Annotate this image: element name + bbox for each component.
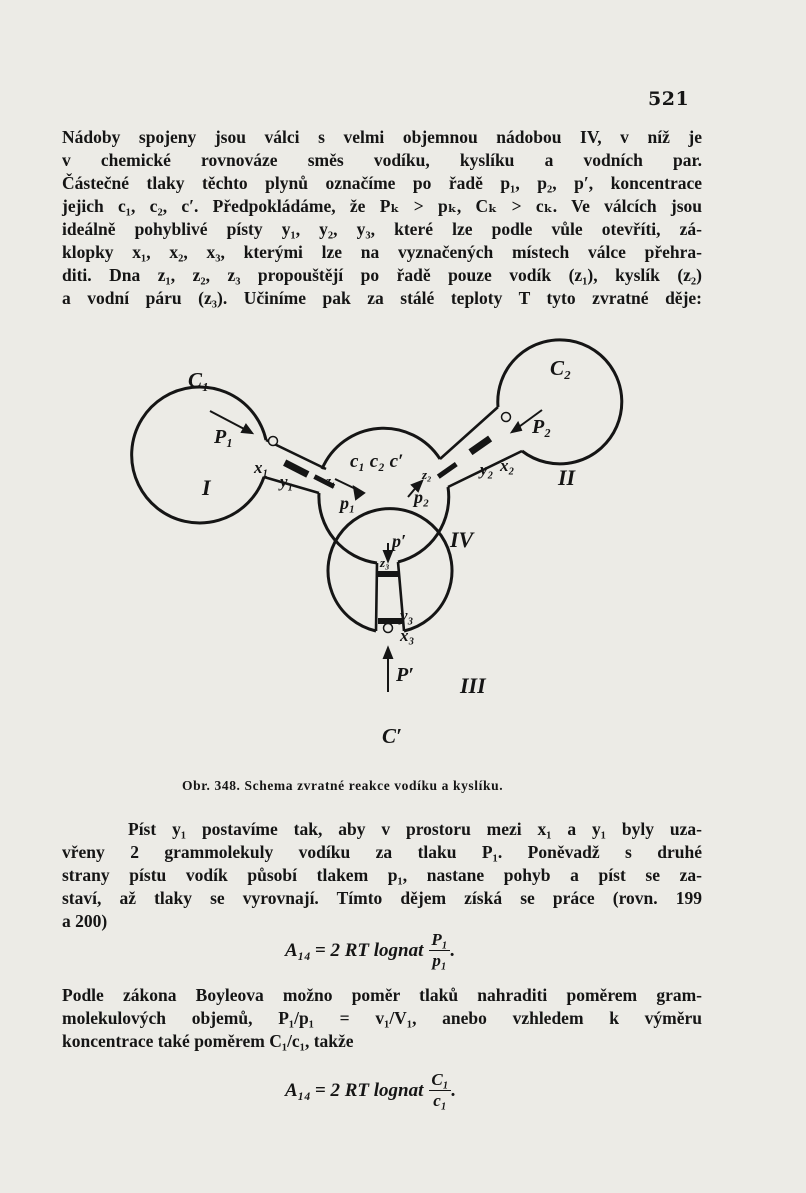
bottom-z2-label: z₂: [422, 467, 432, 482]
text-line: Podle zákona Boyleova možno poměr tlaků nahraditi poměrem gram-: [62, 985, 702, 1005]
formula-2: [285, 1070, 455, 1111]
text-line: Píst y₁ postavíme tak, aby v prostoru mezi x₁ a y₁ byly uza-: [128, 819, 702, 839]
piston-y2: [468, 436, 492, 455]
fraction-denominator: c₁: [433, 1091, 447, 1110]
roman-III: III: [460, 673, 486, 698]
roman-II: II: [558, 465, 576, 490]
text-line: v chemické rovnováze směs vodíku, kyslíku a vodních par.: [62, 150, 702, 170]
formula-rhs: = 2 RT lognat: [314, 1079, 424, 1101]
text-line: a 200): [62, 911, 108, 931]
pressure-p2: p₂: [414, 487, 430, 507]
paragraph-2: [62, 818, 702, 933]
pressure-p-prime: p′: [392, 531, 407, 551]
figure-caption: Obr. 348. Schema zvratné reakce vodíku a kyslíku.: [182, 778, 504, 793]
text-line: strany pístu vodík působí tlakem p₁, nastane pohyb a píst se za-: [62, 865, 702, 885]
roman-IV: IV: [450, 527, 474, 552]
vessel-c2-label: C₂: [550, 356, 572, 380]
piston-y3-label: y₃: [400, 606, 414, 625]
bottom-z3-label: z₃: [380, 555, 390, 570]
piston-y3: [378, 618, 402, 624]
formula-lhs: A₁₄: [285, 1079, 311, 1101]
pressure-P-prime: P′: [396, 664, 414, 686]
valve-x2: [502, 413, 511, 422]
fraction-numerator: C₁: [431, 1070, 449, 1089]
paragraph-3: [62, 984, 702, 1053]
valve-x2-label: x₂: [500, 456, 515, 475]
valve-x1-label: x₁: [254, 458, 269, 477]
intro-paragraph: [62, 126, 702, 310]
formula-lhs: A₁₄: [285, 939, 311, 961]
piston-y2-label: y₂: [480, 460, 494, 479]
formula-rhs: = 2 RT lognat: [314, 939, 424, 961]
center-concentrations: c₁ c₂ c′: [350, 451, 404, 472]
pressure-p1: p₁: [340, 493, 356, 513]
text-line: molekulových objemů, P₁/p₁ = v₁/V₁, anebo vzhledem k výměru: [62, 1008, 702, 1028]
roman-I: I: [202, 475, 211, 500]
piston-y1-label: y₁: [280, 472, 294, 491]
text-line: Částečné tlaky těchto plynů označíme po řadě p₁, p₂, p′, koncentrace: [62, 173, 702, 193]
bottom-z1-label: z₁: [326, 473, 336, 488]
text-line: a vodní páru (z₃). Učiníme pak za stálé teploty T tyto zvratné děje:: [62, 288, 702, 308]
page-number: 521: [648, 88, 690, 110]
vessel-c-prime-label: C′: [382, 724, 402, 748]
formula-fraction: [429, 930, 449, 971]
vessel-c1-label: C₁: [188, 368, 210, 392]
pressure-P1: P₁: [214, 426, 234, 448]
vessel-3: [328, 509, 452, 631]
formula-end: .: [450, 1079, 456, 1101]
formula-fraction: [429, 1070, 450, 1111]
text-line: jejich c₁, c₂, c′. Předpokládáme, že Pₖ > pₖ, Cₖ > cₖ. Ve válcích jsou: [62, 196, 702, 216]
formula-1: [285, 930, 454, 971]
text-line: diti. Dna z₁, z₂, z₃ propouštějí po řadě pouze vodík (z₁), kyslík (z₂): [62, 265, 702, 285]
text-line: staví, až tlaky se vyrovnají. Tímto dějem získá se práce (rovn. 199: [62, 888, 702, 908]
reaction-scheme-diagram: [130, 335, 680, 775]
valve-x1: [269, 437, 278, 446]
text-line: ideálně pohyblivé písty y₁, y₂, y₃, které lze podle vůle otevříti, zá-: [62, 219, 702, 239]
valve-x3-label: x₃: [400, 626, 415, 645]
pressure-P2: P₂: [532, 416, 552, 438]
fraction-numerator: P₁: [431, 930, 448, 949]
text-line: Nádoby spojeny jsou válci s velmi objemnou nádobou IV, v níž je: [62, 127, 702, 147]
text-line: koncentrace také poměrem C₁/c₁, takže: [62, 1031, 354, 1051]
bottom-z2: [437, 462, 458, 479]
vessel-1: [132, 387, 269, 523]
bottom-z3: [378, 571, 400, 577]
fraction-denominator: p₁: [432, 951, 447, 970]
text-line: vřeny 2 grammolekuly vodíku za tlaku P₁. Poněvadž s druhé: [62, 842, 702, 862]
text-line: klopky x₁, x₂, x₃, kterými lze na vyznačených místech válce přehra-: [62, 242, 702, 262]
formula-end: .: [449, 939, 455, 961]
valve-x3: [384, 624, 393, 633]
